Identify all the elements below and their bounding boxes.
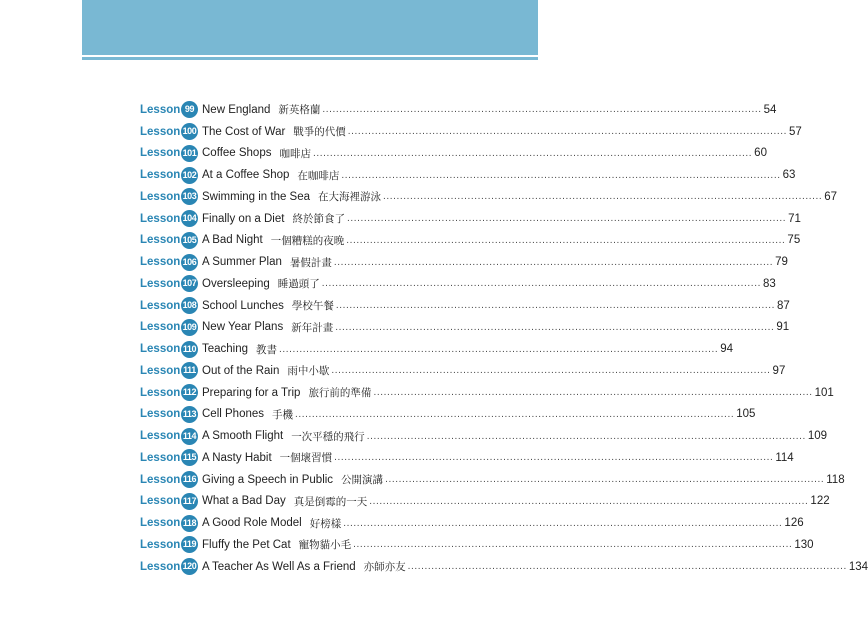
- lesson-title-chinese: 教書: [256, 343, 278, 356]
- lesson-label: Lesson: [140, 430, 181, 443]
- lesson-title-english: A Good Role Model: [202, 517, 302, 530]
- toc-entry[interactable]: [140, 556, 868, 578]
- lesson-number-badge: 105: [181, 232, 198, 249]
- lesson-label: Lesson: [140, 343, 181, 356]
- lesson-label: Lesson: [140, 299, 181, 312]
- lesson-label: Lesson: [140, 495, 181, 508]
- lesson-title-english: A Summer Plan: [202, 256, 282, 269]
- toc-entry[interactable]: [140, 99, 777, 121]
- dot-leader: ..................................................................................................................................: [341, 169, 781, 181]
- table-of-contents: [140, 99, 868, 578]
- toc-entry[interactable]: [140, 121, 802, 143]
- lesson-label: Lesson: [140, 234, 181, 247]
- dot-leader: ..................................................................................................................................: [321, 278, 761, 290]
- lesson-title-english: At a Coffee Shop: [202, 169, 290, 182]
- dot-leader: ..................................................................................................................................: [346, 213, 787, 225]
- page-number: 105: [736, 408, 756, 421]
- dot-leader: ..................................................................................................................................: [335, 321, 775, 333]
- lesson-number-badge: 113: [181, 406, 198, 423]
- lesson-label: Lesson: [140, 169, 181, 182]
- page-number: 94: [720, 343, 734, 356]
- lesson-title-english: A Smooth Flight: [202, 430, 284, 443]
- lesson-title-english: School Lunches: [202, 299, 284, 312]
- page-number: 60: [754, 147, 767, 160]
- dot-leader: ..................................................................................................................................: [334, 452, 774, 464]
- lesson-title-chinese: 咖啡店: [279, 147, 311, 160]
- lesson-label: Lesson: [140, 321, 181, 334]
- toc-entry[interactable]: [140, 382, 834, 404]
- lesson-title-english: Teaching: [202, 343, 249, 356]
- lesson-title-english: Cell Phones: [202, 408, 265, 421]
- lesson-title-english: Swimming in the Sea: [202, 190, 311, 203]
- toc-entry[interactable]: [140, 273, 776, 295]
- dot-leader: ..................................................................................................................................: [383, 191, 823, 203]
- lesson-number-badge: 111: [181, 362, 198, 379]
- lesson-title-chinese: 公開演講: [341, 474, 384, 487]
- toc-entry[interactable]: [140, 338, 734, 360]
- toc-entry[interactable]: [140, 425, 828, 447]
- page-number: 109: [807, 430, 828, 443]
- lesson-title-english: What a Bad Day: [202, 495, 286, 508]
- lesson-title-english: A Bad Night: [202, 234, 263, 247]
- lesson-label: Lesson: [140, 538, 181, 551]
- page-number: 101: [814, 386, 834, 399]
- dot-leader: ..................................................................................................................................: [343, 517, 783, 529]
- lesson-number-badge: 103: [181, 188, 198, 205]
- lesson-title-chinese: 睡過頭了: [277, 278, 320, 291]
- page-number: 75: [787, 234, 801, 247]
- lesson-label: Lesson: [140, 451, 181, 464]
- lesson-number-badge: 120: [181, 558, 198, 575]
- lesson-title-chinese: 雨中小歇: [287, 365, 330, 378]
- lesson-label: Lesson: [140, 560, 181, 573]
- lesson-label: Lesson: [140, 408, 181, 421]
- toc-entry[interactable]: [140, 208, 801, 230]
- lesson-title-chinese: 新英格蘭: [278, 104, 321, 117]
- page-number: 130: [794, 538, 814, 551]
- lesson-title-chinese: 終於節食了: [292, 213, 345, 226]
- lesson-label: Lesson: [140, 256, 181, 269]
- dot-leader: ..................................................................................................................................: [385, 474, 825, 486]
- lesson-number-badge: 110: [181, 341, 198, 358]
- lesson-number-badge: 117: [181, 493, 198, 510]
- lesson-title-chinese: 一個糟糕的夜晚: [270, 234, 345, 247]
- toc-entry[interactable]: [140, 447, 794, 469]
- lesson-label: Lesson: [140, 125, 181, 138]
- lesson-title-chinese: 好榜樣: [309, 517, 342, 530]
- lesson-label: Lesson: [140, 277, 181, 290]
- toc-entry[interactable]: [140, 230, 801, 252]
- lesson-label: Lesson: [140, 212, 181, 225]
- toc-entry[interactable]: [140, 295, 790, 317]
- lesson-title-english: Preparing for a Trip: [202, 386, 301, 399]
- toc-entry[interactable]: [140, 360, 786, 382]
- lesson-title-chinese: 在大海裡游泳: [318, 191, 382, 204]
- lesson-number-badge: 109: [181, 319, 198, 336]
- lesson-label: Lesson: [140, 190, 181, 203]
- lesson-title-chinese: 戰爭的代價: [293, 126, 346, 139]
- dot-leader: ..................................................................................................................................: [366, 430, 806, 442]
- lesson-title-english: New Year Plans: [202, 321, 284, 334]
- toc-entry[interactable]: [140, 469, 845, 491]
- page-number: 122: [810, 495, 830, 508]
- toc-entry[interactable]: [140, 491, 830, 513]
- lesson-title-chinese: 真是倒霉的一天: [293, 495, 368, 508]
- lesson-number-badge: 100: [181, 123, 198, 140]
- lesson-title-chinese: 旅行前的準備: [308, 387, 372, 400]
- lesson-number-badge: 104: [181, 210, 198, 227]
- dot-leader: ..................................................................................................................................: [335, 300, 776, 312]
- toc-entry[interactable]: [140, 186, 838, 208]
- page-number: 83: [762, 277, 776, 290]
- dot-leader: ..................................................................................................................................: [346, 234, 786, 246]
- lesson-title-chinese: 在咖啡店: [297, 169, 340, 182]
- toc-entry[interactable]: [140, 251, 788, 273]
- lesson-number-badge: 114: [181, 428, 198, 445]
- lesson-title-chinese: 新年計畫: [291, 321, 334, 334]
- page-number: 63: [782, 169, 796, 182]
- page-number: 114: [775, 451, 794, 464]
- lesson-label: Lesson: [140, 364, 181, 377]
- lesson-label: Lesson: [140, 147, 181, 160]
- lesson-title-english: Coffee Shops: [202, 147, 272, 160]
- lesson-title-chinese: 一次平穩的飛行: [291, 430, 365, 443]
- lesson-number-badge: 115: [181, 449, 198, 466]
- page-number: 54: [763, 103, 777, 116]
- page-number: 97: [772, 364, 786, 377]
- dot-leader: ..................................................................................................................................: [295, 408, 735, 420]
- toc-entry[interactable]: [140, 534, 814, 556]
- lesson-label: Lesson: [140, 103, 181, 116]
- lesson-title-english: A Teacher As Well As a Friend: [202, 560, 356, 573]
- lesson-title-chinese: 學校午餐: [291, 300, 334, 313]
- lesson-number-badge: 118: [181, 515, 198, 532]
- lesson-label: Lesson: [140, 517, 181, 530]
- lesson-number-badge: 119: [181, 536, 198, 553]
- dot-leader: ..................................................................................................................................: [333, 256, 774, 268]
- lesson-number-badge: 101: [181, 145, 198, 162]
- toc-entry[interactable]: [140, 404, 756, 426]
- toc-entry[interactable]: [140, 143, 767, 165]
- header-band: [82, 0, 538, 55]
- lesson-title-chinese: 暑假計畫: [289, 256, 332, 269]
- lesson-title-english: Giving a Speech in Public: [202, 473, 334, 486]
- dot-leader: ..................................................................................................................................: [312, 147, 753, 159]
- dot-leader: ..................................................................................................................................: [347, 126, 787, 138]
- lesson-title-english: A Nasty Habit: [202, 451, 272, 464]
- lesson-title-chinese: 手機: [272, 408, 294, 421]
- page-number: 57: [788, 125, 802, 138]
- page-number: 118: [826, 473, 845, 486]
- toc-entry[interactable]: [140, 512, 804, 534]
- lesson-number-badge: 106: [181, 254, 198, 271]
- page-number: 91: [776, 321, 790, 334]
- lesson-title-english: Out of the Rain: [202, 364, 280, 377]
- lesson-title-english: Oversleeping: [202, 277, 270, 290]
- lesson-title-english: New England: [202, 103, 271, 116]
- page-number: 126: [784, 517, 804, 530]
- page-number: 67: [824, 190, 838, 203]
- page-number: 134: [848, 560, 868, 573]
- lesson-title-chinese: 亦師亦友: [363, 561, 406, 574]
- lesson-number-badge: 108: [181, 297, 198, 314]
- page-number: 87: [777, 299, 790, 312]
- lesson-number-badge: 99: [181, 101, 198, 118]
- lesson-number-badge: 112: [181, 384, 198, 401]
- page-number: 79: [775, 256, 788, 269]
- toc-entry[interactable]: [140, 317, 790, 339]
- toc-entry[interactable]: [140, 164, 796, 186]
- dot-leader: ..................................................................................................................................: [353, 539, 793, 551]
- page-number: 71: [788, 212, 801, 225]
- header-rule: [82, 57, 538, 60]
- dot-leader: ..................................................................................................................................: [322, 104, 762, 116]
- dot-leader: ..................................................................................................................................: [279, 343, 719, 355]
- lesson-number-badge: 107: [181, 275, 198, 292]
- lesson-number-badge: 102: [181, 167, 198, 184]
- dot-leader: ..................................................................................................................................: [369, 495, 809, 507]
- lesson-title-english: Fluffy the Pet Cat: [202, 538, 291, 551]
- lesson-title-chinese: 寵物貓小毛: [298, 539, 352, 552]
- lesson-label: Lesson: [140, 473, 181, 486]
- lesson-label: Lesson: [140, 386, 181, 399]
- lesson-title-english: The Cost of War: [202, 125, 286, 138]
- lesson-title-chinese: 一個壞習慣: [279, 452, 333, 465]
- dot-leader: ..................................................................................................................................: [407, 561, 847, 573]
- lesson-number-badge: 116: [181, 471, 198, 488]
- dot-leader: ..................................................................................................................................: [331, 365, 771, 377]
- lesson-title-english: Finally on a Diet: [202, 212, 285, 225]
- dot-leader: ..................................................................................................................................: [373, 387, 813, 399]
